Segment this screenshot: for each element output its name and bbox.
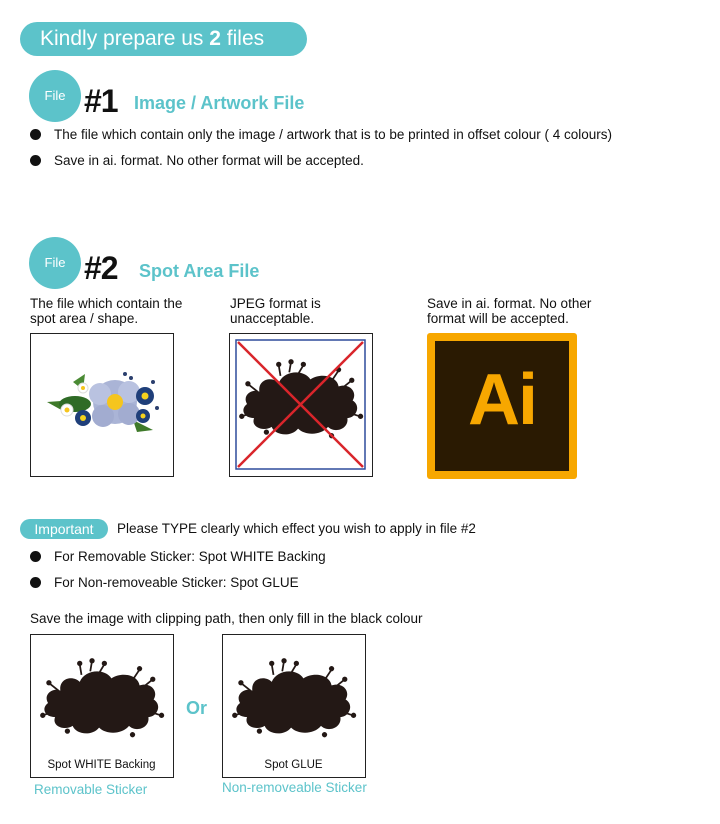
or-label: Or bbox=[186, 698, 208, 718]
file1-circle: File bbox=[29, 70, 81, 122]
header-prefix: Kindly prepare us bbox=[40, 27, 210, 50]
artwork-example-box bbox=[30, 333, 174, 477]
removable-sticker-caption: Removable Sticker bbox=[34, 782, 148, 797]
spot-white-example-box bbox=[30, 634, 174, 778]
important-bullet-1: For Removable Sticker: Spot WHITE Backing bbox=[30, 549, 326, 564]
clipping-instruction: Save the image with clipping path, then only fill in the black colour bbox=[30, 611, 423, 626]
bullet-icon bbox=[30, 155, 41, 166]
spot-glue-example-box bbox=[222, 634, 366, 778]
spot-white-label: Spot WHITE Backing bbox=[47, 759, 156, 771]
non-removeable-sticker-caption: Non-removeable Sticker bbox=[222, 780, 367, 795]
file2-number: #2 bbox=[84, 250, 118, 286]
file2-title: Spot Area File bbox=[139, 261, 260, 281]
header-banner bbox=[20, 22, 307, 56]
bullet-icon bbox=[30, 129, 41, 140]
jpeg-unacceptable-box bbox=[229, 333, 373, 477]
adobe-illustrator-logo bbox=[427, 333, 577, 479]
jpeg-crossed-icon bbox=[230, 334, 371, 475]
spot-shape-icon bbox=[223, 635, 364, 745]
file1-number: #1 bbox=[84, 83, 118, 119]
ai-logo-text: Ai bbox=[468, 360, 536, 440]
file1-bullet-2: Save in ai. format. No other format will be accepted. bbox=[30, 153, 364, 168]
important-text: Please TYPE clearly which effect you wish to apply in file #2 bbox=[117, 521, 476, 536]
file2-caption-2: JPEG format is unacceptable. bbox=[230, 296, 321, 326]
file2-circle: File bbox=[29, 237, 81, 289]
file1-title: Image / Artwork File bbox=[134, 93, 305, 113]
important-bullet-2: For Non-removeable Sticker: Spot GLUE bbox=[30, 575, 299, 590]
bullet-icon bbox=[30, 577, 41, 588]
spot-glue-label: Spot GLUE bbox=[264, 759, 323, 771]
important-badge: Important bbox=[20, 519, 108, 539]
header-count: 2 bbox=[209, 27, 221, 50]
file2-caption-1: The file which contain the spot area / shape. bbox=[30, 296, 183, 326]
flower-artwork-icon bbox=[31, 334, 172, 475]
spot-shape-icon bbox=[31, 635, 172, 745]
header-suffix: files bbox=[220, 27, 265, 50]
file1-bullet-1: The file which contain only the image / artwork that is to be printed in offset colour ( 4 colours) bbox=[30, 127, 612, 142]
file2-caption-3: Save in ai. format. No other format will be accepted. bbox=[427, 296, 592, 326]
bullet-icon bbox=[30, 551, 41, 562]
